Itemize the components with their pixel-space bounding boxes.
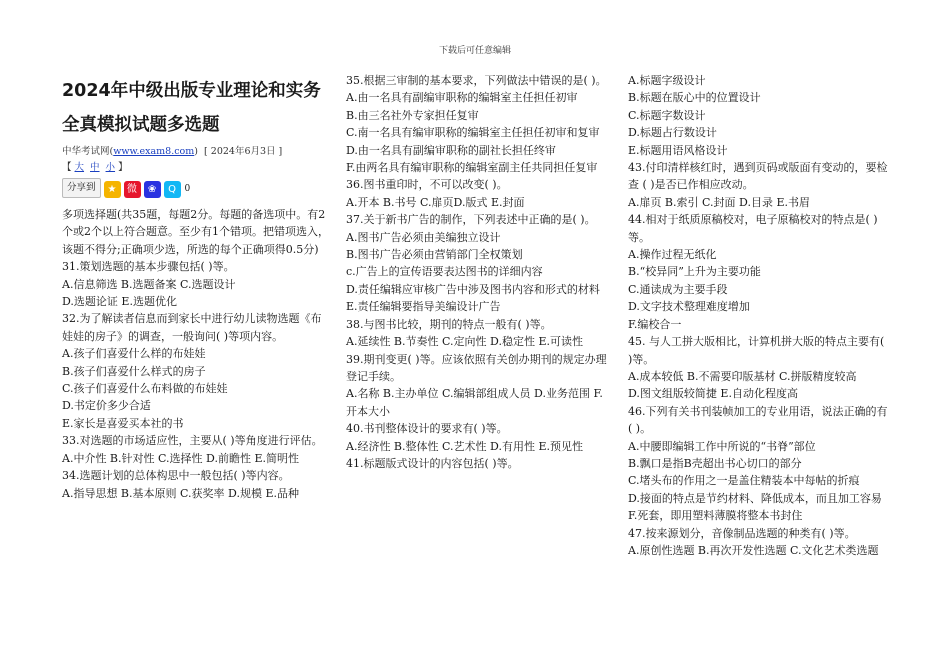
question-line: E.家长是喜爱买本社的书 bbox=[62, 416, 184, 430]
question-line: 43.付印清样核红时，遇到页码或版面有变动的，要检查 ( )是否已作相应改动。 bbox=[628, 161, 888, 192]
publish-date: [ 2024年6月3日 ] bbox=[204, 146, 283, 157]
question-line: A.原创性选题 B.再次开发性选题 C.文化艺术类选题 bbox=[628, 543, 879, 557]
question-line: 40.书刊整体设计的要求有( )等。 bbox=[346, 422, 508, 436]
question-line: A.延续性 B.节奏性 C.定向性 D.稳定性 E.可读性 bbox=[346, 335, 583, 349]
question-line: A.中腰即编辑工作中所说的“书脊”部位 bbox=[628, 439, 816, 453]
baidu-icon[interactable]: ❀ bbox=[144, 181, 161, 198]
question-line: 47.按来源划分，音像制品选题的种类有( )等。 bbox=[628, 526, 856, 540]
question-line: A.孩子们喜爱什么样的布娃娃 bbox=[62, 347, 206, 361]
question-line: 44.相对于纸质原稿校对，电子原稿校对的特点是( )等。 bbox=[628, 213, 878, 244]
question-line: A.指导思想 B.基本原则 C.获奖率 D.规模 E.品种 bbox=[62, 486, 299, 500]
size-bracket-close: 】 bbox=[118, 162, 128, 173]
question-line: C.孩子们喜爱什么布料做的布娃娃 bbox=[62, 382, 228, 396]
source-link[interactable]: www.exam8.com bbox=[113, 146, 195, 157]
question-line: D.责任编辑应审核广告中涉及图书内容和形式的材料 bbox=[346, 282, 600, 296]
question-line: D.选题论证 E.选题优化 bbox=[62, 295, 177, 309]
question-line: 33.对选题的市场适应性，主要从( )等角度进行评估。 bbox=[62, 434, 323, 448]
question-line: D.文字技术整理难度增加 bbox=[628, 300, 750, 314]
question-line: D.由一名具有副编审职称的副社长担任终审 bbox=[346, 143, 556, 157]
font-size-switcher bbox=[62, 160, 330, 176]
question-line: A.操作过程无纸化 bbox=[628, 248, 717, 262]
question-line: D.接面的特点是节约材料、降低成本，而且加工容易 bbox=[628, 491, 882, 505]
question-line: B.由三名社外专家担任复审 bbox=[346, 108, 479, 122]
question-line: F.编校合一 bbox=[628, 317, 682, 331]
font-size-large-link[interactable]: 大 bbox=[74, 162, 85, 173]
article-meta: 中华考试网(www.exam8.com) [ 2024年6月3日 ] bbox=[62, 146, 283, 157]
question-line: 36.图书重印时，不可以改变( )。 bbox=[346, 178, 508, 192]
question-line: C.通读成为主要手段 bbox=[628, 282, 728, 296]
question-line: A.开本 B.书号 C.扉页D.版式 E.封面 bbox=[346, 195, 525, 209]
question-line: A.图书广告必须由美编独立设计 bbox=[346, 230, 501, 244]
question-line: E.标题用语风格设计 bbox=[628, 143, 728, 157]
question-line: A.信息筛选 B.选题备案 C.选题设计 bbox=[62, 277, 236, 291]
question-line: 34.选题计划的总体构思中一般包括( )等内容。 bbox=[62, 469, 290, 483]
question-line: 32.为了解读者信息而到家长中进行幼儿读物选题《布娃娃的房子》的调查，一般询问( )等项内容。 bbox=[62, 312, 322, 343]
page-title: 2024年中级出版专业理论和实务全真模拟试题多选题 bbox=[62, 81, 321, 135]
weibo-icon[interactable]: 微 bbox=[124, 181, 141, 198]
question-line: C.标题字数设计 bbox=[628, 108, 706, 122]
question-line: D.标题占行数设计 bbox=[628, 126, 717, 140]
question-line: C.堵头布的作用之一是盖住精装本中每帖的折痕 bbox=[628, 474, 860, 488]
question-line: 37.关于新书广告的制作，下列表述中正确的是( )。 bbox=[346, 213, 596, 227]
question-list-middle bbox=[346, 72, 610, 472]
font-size-medium-link[interactable]: 中 bbox=[90, 162, 100, 173]
size-bracket-open: 【 bbox=[62, 162, 72, 173]
question-line: A.名称 B.主办单位 C.编辑部组成人员 D.业务范围 F.开本大小 bbox=[346, 387, 603, 418]
question-line: F.由两名具有编审职称的编辑室副主任共同担任复审 bbox=[346, 161, 598, 175]
question-line: B.标题在版心中的位置设计 bbox=[628, 91, 761, 105]
source-name: 中华考试网 bbox=[62, 146, 110, 157]
question-line: 多项选择题(共35题，每题2分。每题的备选项中。有2个或2个以上符合题意。至少有1个错项。把错项选入，该题不得分;正确项少选，所选的每个正确项得0.5分) bbox=[62, 208, 329, 256]
question-line: 35.根据三审制的基本要求，下列做法中错误的是( )。 bbox=[346, 74, 607, 87]
question-line: 45. 与人工拼大版相比，计算机拼大版的特点主要有( )等。 bbox=[628, 335, 885, 366]
header-note: 下载后可任意编辑 bbox=[438, 46, 511, 56]
column-middle bbox=[346, 72, 610, 472]
question-line: B.飘口是指B壳超出书心切口的部分 bbox=[628, 456, 802, 470]
share-bar bbox=[62, 178, 330, 198]
share-button[interactable]: 分享到 bbox=[62, 178, 101, 198]
question-line: 46.下列有关书刊装帧加工的专业用语，说法正确的有 ( )。 bbox=[628, 404, 888, 436]
qzone-icon[interactable]: ★ bbox=[104, 181, 121, 198]
column-right bbox=[628, 72, 892, 559]
question-list-left bbox=[62, 206, 330, 502]
question-line: A.标题字级设计 bbox=[628, 74, 706, 87]
question-line: 39.期刊变更( )等。应该依照有关创办期刊的规定办理登记手续。 bbox=[346, 352, 607, 383]
question-line: D.图文组版较简捷 E.自动化程度高 bbox=[628, 387, 798, 401]
question-line: C.南一名具有编审职称的编辑室主任担任初审和复审 bbox=[346, 126, 600, 140]
question-line: 41.标题版式设计的内容包括( )等。 bbox=[346, 456, 519, 470]
qq-icon[interactable]: Q bbox=[164, 181, 181, 198]
question-line: A.由一名具有副编审职称的编辑室主任担任初审 bbox=[346, 91, 578, 105]
question-line: A.经济性 B.整体性 C.艺术性 D.有用性 E.预见性 bbox=[346, 439, 583, 453]
share-icons bbox=[104, 181, 181, 198]
question-line: c.广告上的宣传语要表达图书的详细内容 bbox=[346, 265, 543, 279]
question-line: D.书定价多少合适 bbox=[62, 399, 151, 413]
question-line: F.死套，即用塑料薄膜将整本书封住 bbox=[628, 509, 803, 523]
question-line: A.成本较低 B.不需要印版基材 C.拼版精度较高 bbox=[628, 369, 857, 383]
question-line: B.图书广告必须由营销部门全权策划 bbox=[346, 248, 523, 262]
question-list-right bbox=[628, 72, 892, 559]
question-line: B.孩子们喜爱什么样式的房子 bbox=[62, 364, 206, 378]
question-line: 31.策划选题的基本步骤包括( )等。 bbox=[62, 260, 235, 274]
column-left bbox=[62, 72, 330, 502]
question-line: B.“校异同”上升为主要功能 bbox=[628, 265, 761, 279]
font-size-small-link[interactable]: 小 bbox=[105, 162, 116, 173]
question-line: A.中介性 B.针对性 C.选择性 D.前瞻性 E.简明性 bbox=[62, 451, 299, 465]
question-line: 38.与图书比较，期刊的特点一般有( )等。 bbox=[346, 317, 552, 331]
question-line: E.责任编辑要指导美编设计广告 bbox=[346, 300, 501, 314]
question-line: A.扉页 B.索引 C.封面 D.目录 E.书眉 bbox=[628, 195, 810, 209]
share-count: 0 bbox=[184, 183, 191, 194]
